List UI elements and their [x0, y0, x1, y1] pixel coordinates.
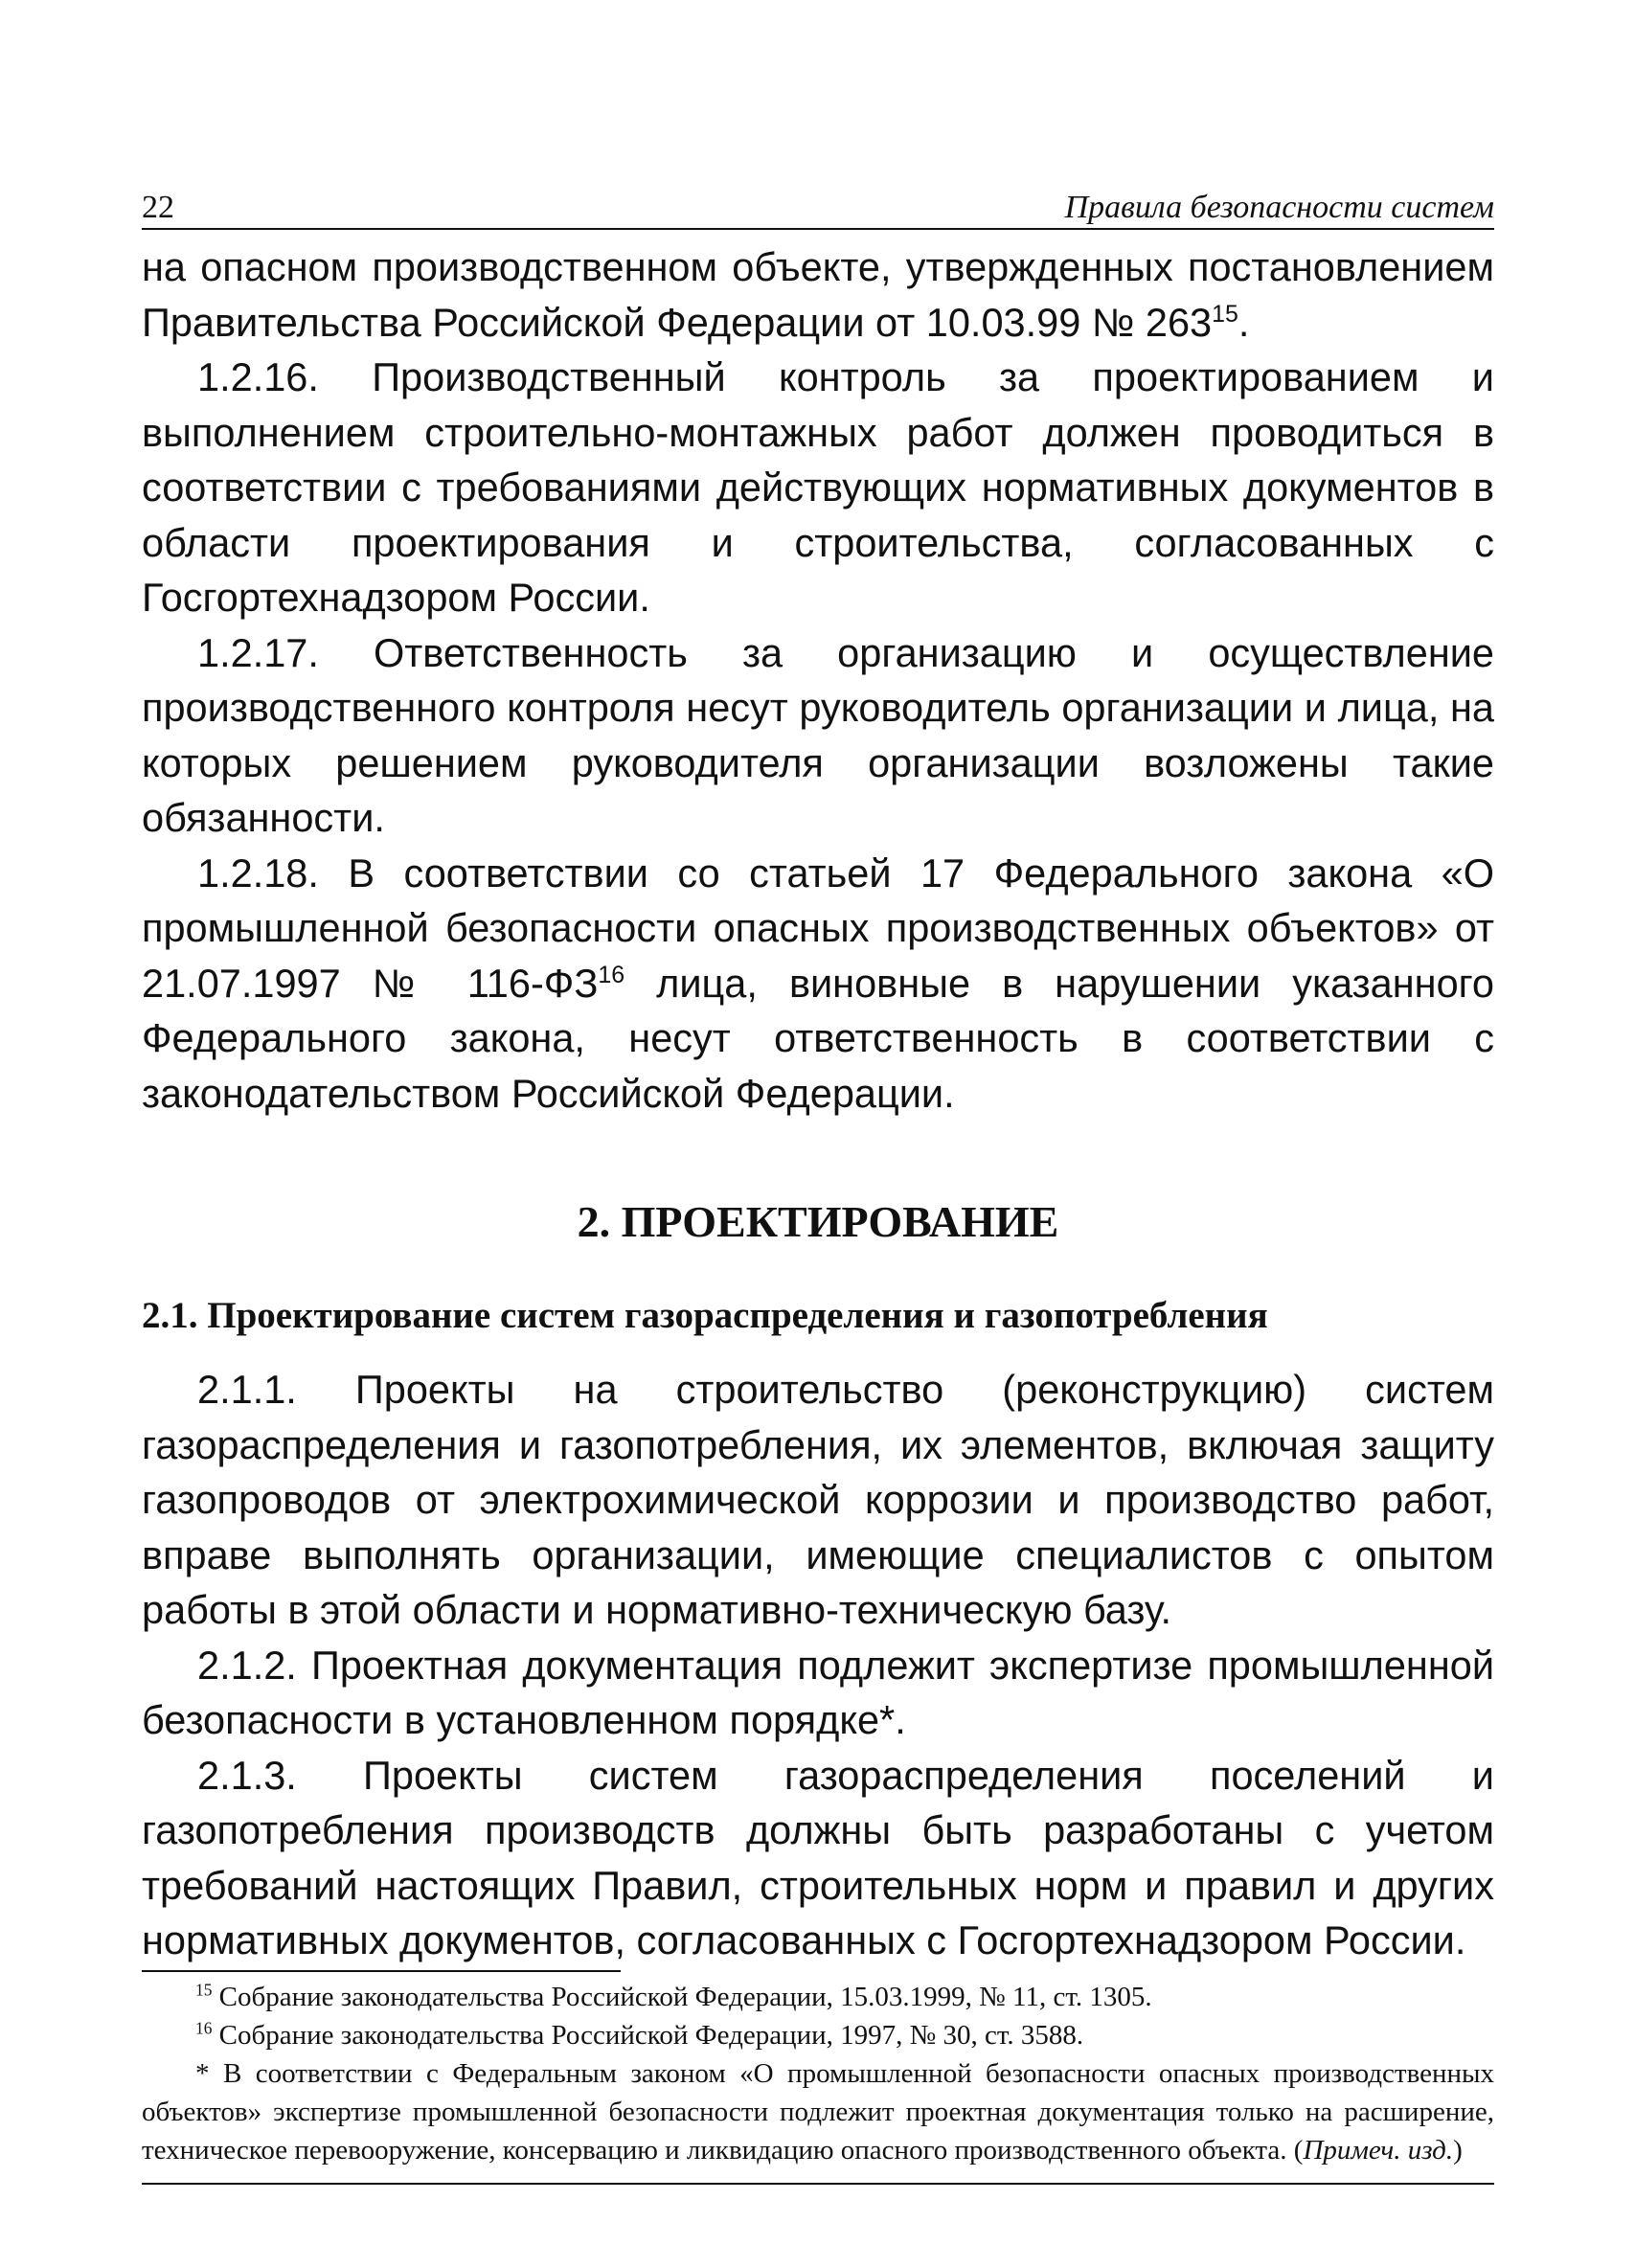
paragraph-2-1-3: 2.1.3. Проекты систем газораспределения поселений и газопотребления производств должны быть разработаны с учетом требований настоящих Правил, строительных норм и правил и других нормативных документов, согласованных с Госгортехнадзором России. [142, 1752, 1494, 1962]
publisher-note: Примеч. изд. [1303, 2134, 1454, 2166]
paragraph-1-2-16: 1.2.16. Производственный контроль за проектированием и выполнением строительно-монтажных работ должен проводиться в соответствии с требованиями действующих нормативных документов в области проектирования и строительства, согласованных с Госгортехнадзором России. [142, 354, 1494, 620]
paragraph-2-1-1: 2.1.1. Проекты на строительство (реконструкцию) систем газораспределения и газопотребления, их элементов, включая защиту газопроводов от электрохимической коррозии и производство работ, вправе выполнять организации, имеющие специалистов с опытом работы в этой области и нормативно-техническую базу. [142, 1367, 1494, 1632]
running-title: Правила безопасности систем [1064, 190, 1494, 225]
paragraph-1-2-17: 1.2.17. Ответственность за организацию и осуществление производственного контроля несут руководитель организации и лица, на которых решением руководителя организации возложены такие обязанности. [142, 629, 1494, 840]
footnote-16: $^{16}$ Собрание законодательства Российской Федерации, 1997, № 30, ст. 3588. [195, 2017, 1084, 2051]
section-heading: 2. ПРОЕКТИРОВАНИЕ [577, 1197, 1059, 1246]
page-number: 22 [142, 190, 174, 225]
book-page [142, 182, 1494, 2185]
paragraph-1-2-18: 1.2.18. В соответствии со статьей 17 Федерального закона «О промышленной безопасности опасных производственных объектов» от 21.07.1997 № 116-ФЗ$^{16}$ лица, виновные в нарушении указанного Федерального закона, несут ответственность в соответствии с законодательством Российской Федерации. [142, 850, 1494, 1116]
footnote-15: $^{15}$ Собрание законодательства Российской Федерации, 15.03.1999, № 11, ст. 1305. [195, 1979, 1152, 2012]
footnote-ref-15: 15 [1212, 300, 1238, 328]
bottom-rule [142, 2183, 1494, 2185]
running-header [142, 182, 1494, 230]
footnotes [142, 1978, 1494, 2169]
footnote-star: * В соответствии с Федеральным законом «О промышленной безопасности опасных производственных объектов» экспертизе промышленной безопасности подлежит проектная документация только на расширение, техническое перевооружение, консервацию и ликвидацию опасного производственного объекта. (Примеч. изд.) [142, 2057, 1494, 2166]
footnote-separator [142, 1970, 621, 1972]
subsection-heading: 2.1. Проектирование систем газораспределения и газопотребления [142, 1295, 1268, 1336]
footnote-ref-16: 16 [598, 961, 625, 988]
main-text [142, 239, 1494, 1968]
paragraph-2-1-2: 2.1.2. Проектная документация подлежит экспертизе промышленной безопасности в установленном порядке*. [142, 1642, 1494, 1742]
paragraph-continuation: на опасном производственном объекте, утвержденных постановлением Правительства Российской Федерации от 10.03.99 № $263^{15}$. [142, 244, 1494, 345]
